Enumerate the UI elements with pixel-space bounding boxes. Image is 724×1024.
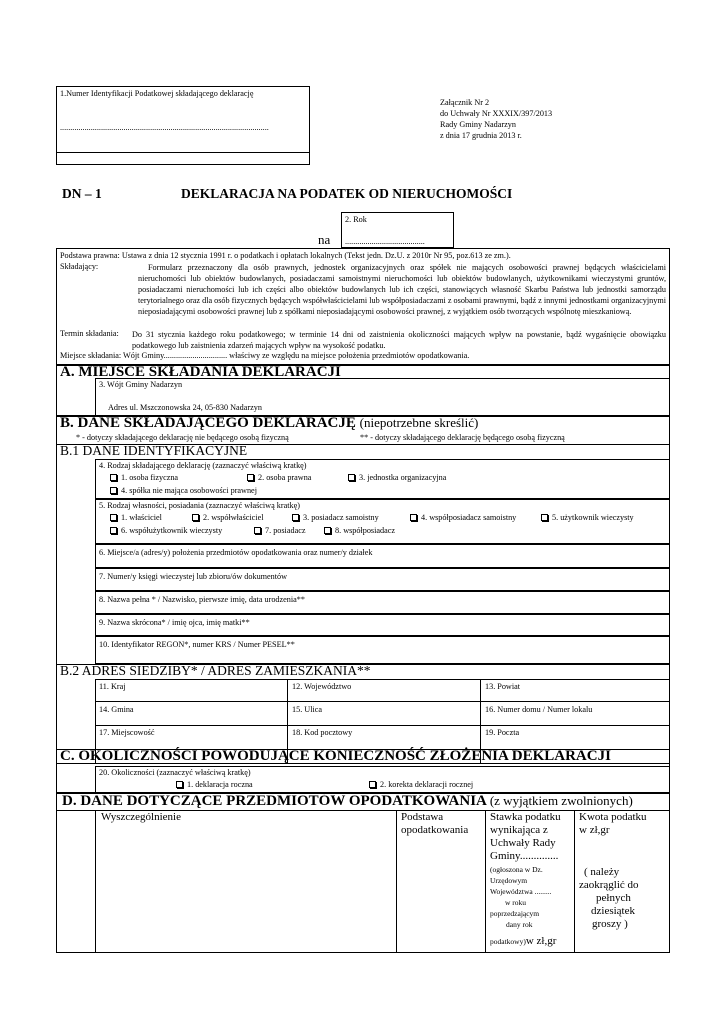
- col-header-rate-note-2: Urzędowym: [490, 876, 528, 885]
- col-header-tax-base-1: Podstawa: [401, 811, 444, 823]
- field-20-label: 20. Okoliczności (zaznaczyć właściwą kratkę): [99, 768, 251, 777]
- field-5-opt-8[interactable]: 8. współposiadacz: [324, 526, 395, 535]
- office-address: Adres ul. Mszczonowska 24, 05-830 Nadarzyn: [108, 403, 262, 412]
- checkbox-icon[interactable]: [110, 474, 117, 481]
- section-d-title-note: (z wyjątkiem zwolnionych): [489, 793, 633, 808]
- col-header-rate-4: Gminy..............: [490, 850, 559, 862]
- field-17-locality[interactable]: 17. Miejscowość: [99, 728, 155, 737]
- col-header-tax-base-2: opodatkowania: [401, 824, 469, 836]
- field-11-country[interactable]: 11. Kraj: [99, 682, 126, 691]
- field-20-opt-2[interactable]: 2. korekta deklaracji rocznej: [369, 780, 473, 789]
- place-of-submission: Miejsce składania: Wójt Gminy............................... właściwy ze względu na miejsce położenia przedmiotów opodatkowania.: [60, 351, 470, 360]
- field-4-opt-1[interactable]: 1. osoba fizyczna: [110, 473, 178, 482]
- field-6-label: 6. Miejsce/a (adres/y) położenia przedmiotów opodatkowania oraz numer/y działek: [99, 548, 373, 557]
- nip-dots: ......................................................................................................: [60, 123, 269, 132]
- checkbox-icon[interactable]: [369, 781, 376, 788]
- field-5-opt-7[interactable]: 7. posiadacz: [254, 526, 305, 535]
- col-header-rate-3: Uchwały Rady: [490, 837, 556, 849]
- col-header-rate-2: wynikająca z: [490, 824, 548, 836]
- section-b-title-note: (niepotrzebne skreślić): [359, 415, 479, 430]
- col-header-rate-note-3: Województwa .........: [490, 887, 552, 896]
- checkbox-icon[interactable]: [254, 527, 261, 534]
- col-header-amount-note-2: zaokrąglić do: [579, 879, 639, 891]
- checkbox-icon[interactable]: [247, 474, 254, 481]
- col-header-rate-note-7: podatkowy)w zł,gr: [490, 935, 557, 947]
- checkbox-icon[interactable]: [324, 527, 331, 534]
- field-15-street[interactable]: 15. Ulica: [292, 705, 323, 714]
- col-header-rate-1: Stawka podatku: [490, 811, 561, 823]
- col-header-amount-2: w zł,gr: [579, 824, 610, 836]
- col-header-description: Wyszczególnienie: [101, 811, 181, 823]
- attachment-line-3: Rady Gminy Nadarzyn: [440, 120, 516, 129]
- section-c-title: C. OKOLICZNOŚCI POWODUJĄCE KONIECZNOŚĆ ZŁOŻENIA DEKLARACJI: [60, 748, 611, 764]
- checkbox-icon[interactable]: [541, 514, 548, 521]
- form-title: DEKLARACJA NA PODATEK OD NIERUCHOMOŚCI: [181, 186, 513, 201]
- col-header-amount-note-4: dziesiątek: [591, 905, 635, 917]
- col-header-amount-note-3: pełnych: [596, 892, 631, 904]
- field-19-post-office[interactable]: 19. Poczta: [485, 728, 520, 737]
- field-4-opt-2[interactable]: 2. osoba prawna: [247, 473, 311, 482]
- col-header-rate-note-1: (ogłoszona w Dz.: [490, 865, 543, 874]
- field-5-opt-4[interactable]: 4. współposiadacz samoistny: [410, 513, 516, 522]
- field-12-voivodeship[interactable]: 12. Województwo: [292, 682, 352, 691]
- note-legal-entity: * - dotyczy składającego deklarację nie będącego osobą fizyczną: [76, 433, 289, 442]
- field-20-opt-1[interactable]: 1. deklaracja roczna: [176, 780, 253, 789]
- b2-title: B.2 ADRES SIEDZIBY* / ADRES ZAMIESZKANIA**: [60, 663, 371, 678]
- submitter-label: Składający:: [60, 262, 99, 271]
- field-5-opt-5[interactable]: 5. użytkownik wieczysty: [541, 513, 634, 522]
- field-5-opt-6[interactable]: 6. współużytkownik wieczysty: [110, 526, 222, 535]
- attachment-line-4: z dnia 17 grudnia 2013 r.: [440, 131, 522, 140]
- checkbox-icon[interactable]: [192, 514, 199, 521]
- submitter-text: Formularz przeznaczony dla osób prawnych, jednostek organizacyjnych oraz spółek nie mających osobowości prawnej będących właścicielami nieruchomości lub obiektów budowlanych, posiadaczami samoistnymi nieruchomości lub obiektów budowlanych, użytkownikami wieczystymi gruntów, posiadaczami nieruchomości lub ich części albo obiektów budowlanych lub ich części, stanowiących własność Skarbu Państwa lub jednostki samorządu terytorialnego oraz dla osób fizycznych będących współwłaścicielami lub współposiadaczami z osobami prawnymi, bądź z innymi jednostkami organizacyjnymi nieposiadającymi osobowości prawnej lub z spółkami nieposiadającymi osobowości prawnej, z wyjątkiem osób tworzących wspólnotę mieszkaniową.: [138, 263, 667, 316]
- field-18-postal-code[interactable]: 18. Kod pocztowy: [292, 728, 353, 737]
- field-8-label: 8. Nazwa pełna * / Nazwisko, pierwsze imię, data urodzenia**: [99, 595, 305, 604]
- year-dots: .......................................: [345, 237, 425, 246]
- field-5-label: 5. Rodzaj własności, posiadania (zaznaczyć właściwą kratkę): [99, 501, 300, 510]
- field-4-opt-3[interactable]: 3. jednostka organizacyjna: [348, 473, 446, 482]
- field-4-opt-4[interactable]: 4. spółka nie mająca osobowości prawnej: [110, 486, 257, 495]
- field-3-label: 3. Wójt Gminy Nadarzyn: [99, 380, 183, 389]
- field-7-label: 7. Numer/y księgi wieczystej lub zbioru/ów dokumentów: [99, 572, 288, 581]
- col-header-rate-note-6: dany rok: [506, 920, 533, 929]
- deadline-text: Do 31 stycznia każdego roku podatkowego; w terminie 14 dni od zaistnienia okoliczności mających wpływ na powstanie, bądź wygaśnięcie obowiązku podatkowego lub zaistnienia zdarzeń mających wpływ na wysokość podatku.: [132, 330, 666, 350]
- col-header-rate-unit: w zł,gr: [525, 935, 557, 947]
- section-d-title: [62, 793, 633, 810]
- field-13-county[interactable]: 13. Powiat: [485, 682, 521, 691]
- section-a-title: A. MIEJSCE SKŁADANIA DEKLARACJI: [60, 364, 341, 380]
- form-code: DN – 1: [62, 186, 102, 201]
- col-header-rate-note-4: w roku: [505, 898, 527, 907]
- field-16-house-number[interactable]: 16. Numer domu / Numer lokalu: [485, 705, 593, 714]
- checkbox-icon[interactable]: [292, 514, 299, 521]
- field-10-label: 10. Identyfikator REGON*, numer KRS / Numer PESEL**: [99, 640, 295, 649]
- field-9-label: 9. Nazwa skrócona* / imię ojca, imię matki**: [99, 618, 250, 627]
- year-na: na: [318, 232, 331, 247]
- nip-label: 1.Numer Identyfikacji Podatkowej składającego deklarację: [60, 89, 254, 98]
- attachment-line-1: Załącznik Nr 2: [440, 98, 490, 107]
- field-14-commune[interactable]: 14. Gmina: [99, 705, 134, 714]
- field-5-opt-3[interactable]: 3. posiadacz samoistny: [292, 513, 379, 522]
- col-header-amount-note-1: ( należy: [584, 866, 620, 878]
- legal-basis: Podstawa prawna: Ustawa z dnia 12 stycznia 1991 r. o podatkach i opłatach lokalnych (Tekst jedn. Dz.U. z 2010r Nr 95, poz.613 ze zm.).: [60, 251, 511, 260]
- note-natural-person: ** - dotyczy składającego deklarację będącego osobą fizyczną: [360, 433, 565, 442]
- checkbox-icon[interactable]: [348, 474, 355, 481]
- field-4-label: 4. Rodzaj składającego deklarację (zaznaczyć właściwą kratkę): [99, 461, 307, 470]
- deadline-label: Termin składania:: [60, 329, 119, 338]
- col-header-rate-note-5: poprzedzającym: [490, 909, 540, 918]
- col-header-amount-note-5: groszy ): [592, 918, 628, 930]
- section-b-title: [60, 415, 478, 432]
- b1-title: B.1 DANE IDENTYFIKACYJNE: [60, 443, 248, 458]
- attachment-line-2: do Uchwały Nr XXXIX/397/2013: [440, 109, 553, 118]
- checkbox-icon[interactable]: [410, 514, 417, 521]
- section-d-title-text: D. DANE DOTYCZĄCE PRZEDMIOTÓW OPODATKOWANIA: [62, 793, 487, 809]
- checkbox-icon[interactable]: [110, 487, 117, 494]
- section-b-title-text: B. DANE SKŁADAJĄCEGO DEKLARACJĘ: [60, 415, 356, 431]
- field-5-opt-1[interactable]: 1. właściciel: [110, 513, 162, 522]
- checkbox-icon[interactable]: [110, 514, 117, 521]
- field-5-opt-2[interactable]: 2. współwłaściciel: [192, 513, 263, 522]
- checkbox-icon[interactable]: [110, 527, 117, 534]
- col-header-amount-1: Kwota podatku: [579, 811, 647, 823]
- checkbox-icon[interactable]: [176, 781, 183, 788]
- year-label: 2. Rok: [345, 215, 367, 224]
